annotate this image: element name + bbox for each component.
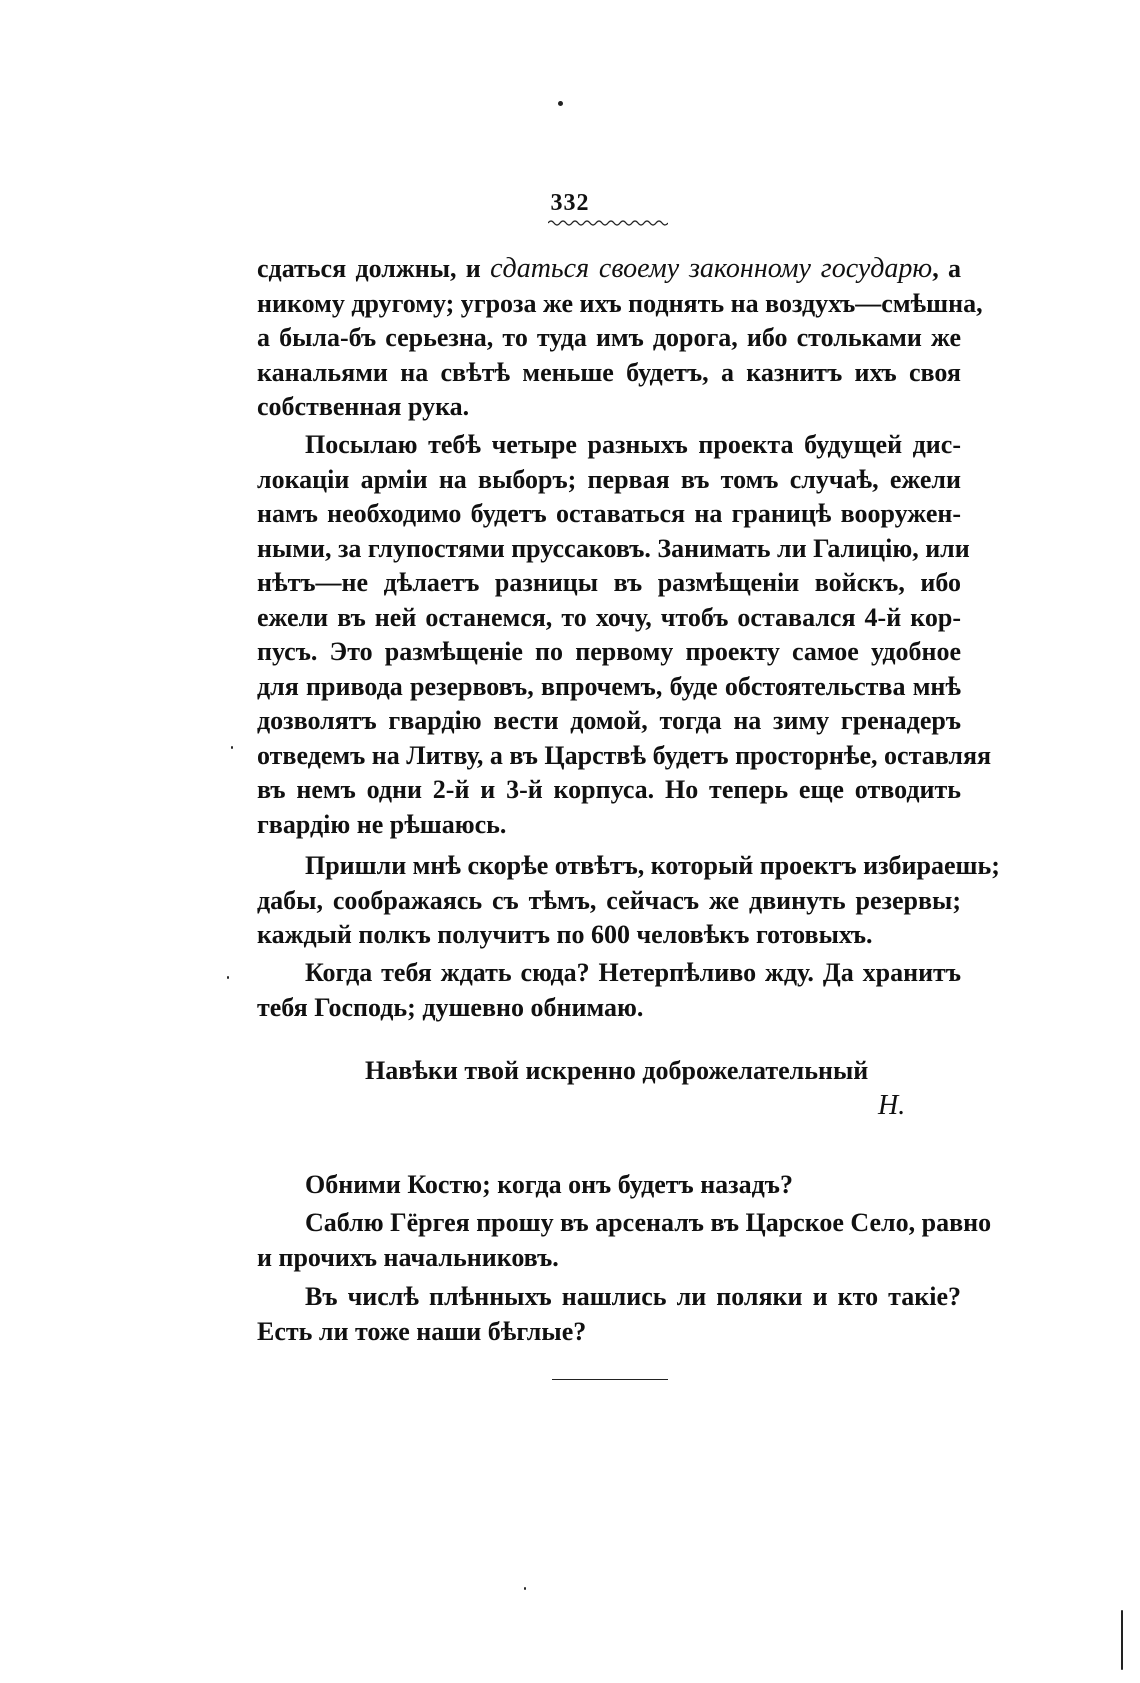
closing-salutation: Навѣки твой искренно доброжелательный (365, 1056, 869, 1085)
text-line: собственная рука. (257, 392, 470, 421)
text-line: ежели въ ней останемся, то хочу, чтобъ оставался 4-й кор- (257, 602, 961, 632)
postscript-3 (257, 1280, 961, 1349)
paragraph-2 (257, 428, 992, 842)
text-line: Посылаю тебѣ четыре разныхъ проекта будущей дис- (305, 430, 961, 459)
text-line: Есть ли тоже наши бѣглые? (257, 1316, 587, 1346)
text-line: сдаться должны, и сдаться своему законному государю, а (257, 253, 962, 284)
paragraph-3 (257, 849, 1000, 953)
page-number: 332 (550, 190, 590, 216)
text-line: Обними Костю; когда онъ будетъ назадъ? (305, 1170, 793, 1199)
text-line: ными, за глупостями пруссаковъ. Занимать ли Галицію, или (257, 533, 970, 563)
text-line: отведемъ на Литву, а въ Царствѣ будетъ просторнѣе, оставляя (257, 740, 992, 770)
postscript-1 (257, 1168, 961, 1203)
text-line: локаціи арміи на выборъ; первая въ томъ случаѣ, ежели (257, 464, 961, 494)
emphasized-text: сдаться своему законному государю (490, 253, 933, 284)
paragraph-4 (257, 956, 961, 1025)
text-line: Пришли мнѣ скорѣе отвѣтъ, который проектъ избираешь; (305, 851, 1000, 880)
ink-speck (227, 976, 229, 979)
ink-speck (231, 746, 233, 749)
paragraph-1 (257, 252, 983, 425)
text-line: дозволятъ гвардію вести домой, тогда на зиму гренадеръ (257, 706, 961, 735)
text-line: и прочихъ начальниковъ. (257, 1242, 559, 1272)
text-line: тебя Господь; душевно обнимаю. (257, 992, 644, 1022)
text-line: каждый полкъ получитъ по 600 человѣкъ готовыхъ. (257, 920, 873, 949)
ink-speck (1121, 1610, 1123, 1670)
text-line: Саблю Гёргея прошу въ арсеналъ въ Царское Село, равно (305, 1208, 992, 1237)
text-line: канальями на свѣтѣ меньше будетъ, а казнитъ ихъ своя (257, 357, 961, 387)
postscript-2 (257, 1206, 992, 1275)
text-line: а была-бъ серьезна, то туда имъ дорога, ибо стольками же (257, 323, 961, 352)
ink-speck (524, 1587, 526, 1590)
text-line: нѣтъ—не дѣлаетъ разницы въ размѣщеніи войскъ, ибо (257, 568, 961, 597)
text-line: намъ необходимо будетъ оставаться на границѣ вооружен- (257, 499, 961, 528)
text-line: пусъ. Это размѣщеніе по первому проекту самое удобное (257, 637, 961, 666)
text-line: для привода резервовъ, впрочемъ, буде обстоятельства мнѣ (257, 671, 961, 701)
text-line: дабы, соображаясь съ тѣмъ, сейчасъ же двинуть резервы; (257, 885, 961, 915)
text-line: гвардію не рѣшаюсь. (257, 809, 507, 839)
text-line: Когда тебя ждать сюда? Нетерпѣливо жду. Да хранитъ (305, 958, 961, 987)
ink-speck (558, 101, 563, 106)
page-number-ornament (548, 218, 668, 228)
text-line: въ немъ одни 2-й и 3-й корпуса. Но теперь еще отводить (257, 775, 961, 804)
text-line: никому другому; угроза же ихъ поднять на воздухъ—смѣшна, (257, 288, 983, 318)
signature-initial: Н. (878, 1090, 906, 1121)
end-rule (552, 1379, 668, 1380)
text-line: Въ числѣ плѣнныхъ нашлись ли поляки и кто такіе? (305, 1282, 961, 1311)
